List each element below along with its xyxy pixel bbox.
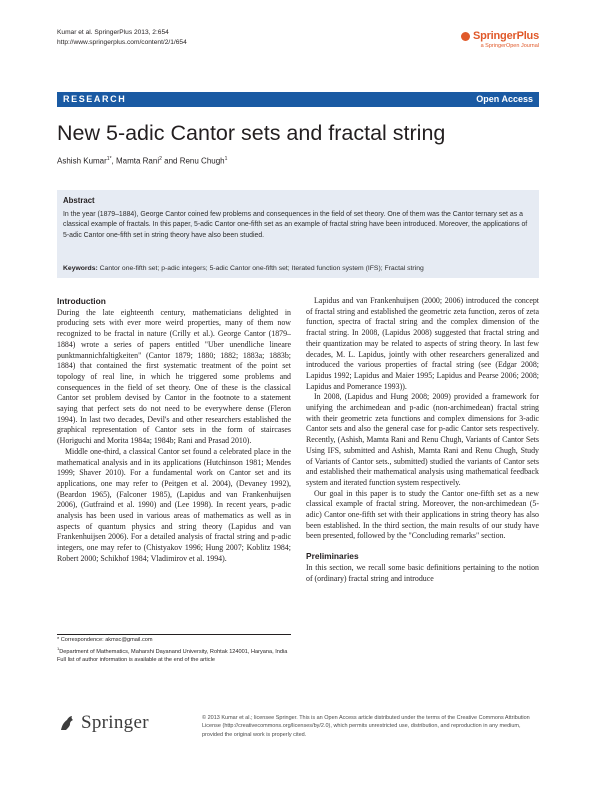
springerplus-logo	[461, 30, 539, 49]
author-name[interactable]: Ashish Kumar	[57, 156, 107, 166]
article-type-band	[57, 92, 539, 107]
paragraph: Middle one-third, a classical Cantor set found a celebrated place in the mathematical analysis and in its applications (Hutchinson 1981; Mendes 1999; Shaver 2010). For a fundamental work on Cantor set and its applications, one may refer to (Peitgen et al. 2004), (Devaney 1992), (Beardon 1965), (Falconer 1985), (Lapidus and van Frankenhuijsen 2006), (Gutfraind et al. 1990) and (Lee 1998). In recent years, p-adic analysis has been used in various areas of mathematics as well as in aspects of quantum physics and string theory (Lapidus and van Frankenhuijsen 2006). For a detailed analysis of fractal string and p-adic integers, one may refer to (Chistyakov 1996; Hung 2007; Koblitz 1984; Robert 2000; Schikhof 1984; Vladimirov et al. 1994).	[57, 446, 291, 563]
springer-wordmark: Springer	[81, 712, 149, 733]
section-heading-preliminaries: Preliminaries	[306, 551, 359, 562]
springer-horse-icon	[57, 713, 77, 733]
right-column	[306, 296, 539, 584]
logo-name: SpringerPlus	[472, 30, 539, 42]
author-info-note: Full list of author information is available at the end of the article	[57, 656, 215, 663]
article-url[interactable]: http://www.springerplus.com/content/2/1/654	[57, 38, 187, 46]
logo-subtitle: a SpringerOpen Journal	[480, 43, 539, 49]
footnotes	[57, 634, 291, 665]
article-meta	[57, 28, 187, 47]
keywords-label: Keywords:	[63, 265, 98, 272]
paragraph: In this section, we recall some basic definitions pertaining to the notion of (ordinary) fractal string and introduce	[306, 562, 539, 583]
keywords	[57, 265, 539, 272]
keywords-text: Cantor one-fifth set; p-adic integers; 5-adic Cantor one-fifth set; Iterated function system (IFS); Fractal string	[99, 265, 424, 272]
abstract-text: In the year (1879–1884), George Cantor coined few problems and consequences in the field of set theory. One of them was the Cantor ternary set as a classical example of fractals. In this paper, 5-adic Cantor one-fifth set as an example of fractal string have been introduced. Moreover, the applications of 5-adic Cantor one-fifth set in string theory have also been studied.	[63, 211, 528, 239]
correspondence[interactable]: * Correspondence: akmsc@gmail.com	[57, 637, 153, 643]
springer-logo	[57, 712, 149, 734]
citation: Kumar et al. SpringerPlus 2013, 2:654	[57, 29, 169, 36]
author-list: Ashish Kumar$^{1*}$, Mamta Rani$^2$ and Renu Chugh$^1$	[57, 156, 228, 166]
left-column	[57, 296, 291, 565]
article-type: RESEARCH	[63, 94, 127, 104]
paragraph: Our goal in this paper is to study the Cantor one-fifth set as a new classical example of fractal string. Moreover, the non-archimedean (5-adic) Cantor one-fifth set with their applications in string theory has also been established. In the third section, the main results of our study have been presented, followed by the "Concluding remarks" section.	[306, 488, 539, 541]
springer-mark-icon	[461, 32, 470, 41]
license-text: © 2013 Kumar et al.; licensee Springer. This is an Open Access article distributed under the terms of the Creative Commons Attribution License (http://creativecommons.org/licenses/by/2.0), which permits unrestricted use, distribution, and reproduction in any medium, provided the original work is properly cited.	[202, 715, 530, 738]
affiliation: $^1$Department of Mathematics, Maharshi Dayanand University, Rohtak 124001, Haryana, India	[57, 645, 288, 655]
paragraph: In 2008, (Lapidus and Hung 2008; 2009) provided a framework for unifying the archimedean and p-adic (non-archimedean) fractal string with their geometric zeta functions and complex dimensions for 3-adic Cantor sets and also the general case for p-adic Cantor sets respectively. Recently, (Ashish, Mamta Rani and Renu Chugh, Variants of Cantor Sets Using IFS, submitted and Ashish, Mamta Rani and Renu Chugh, Study of Variants of Cantor sets., submitted) studied the variants of Cantor sets and established their mathematical analysis using mathematical feedback system and iterated function system respectively.	[306, 392, 539, 487]
open-access-label: Open Access	[476, 94, 533, 104]
author-name[interactable]: Mamta Rani	[115, 156, 160, 166]
paragraph: During the late eighteenth century, mathematicians delighted in producing sets with ever more weird properties, many of them now recognized to be fractal in nature (Crilly et al.). George Cantor (1879–1884) wrote a series of papers entitled "Uber unendliche lineare punktmannichfaltigkeiten" (Cantor 1879; 1880; 1882; 1883a; 1883b; 1884) that contained the first systematic treatment of the point set topology of real line, in which he triggered some problems and consequences in the field of set theory. One of these is the classical Cantor set problem devised by Cantor in the footnote to a statement saying that perfect sets do not need to be everywhere dense (Fleron 1994). In last two decades, Devil's and other researchers established the graphical representation of Cantor sets in the form of staircases (Horiguchi and Morita 1984a; 1984b; Rani and Prasad 2010).	[57, 307, 291, 446]
paper-title: New 5-adic Cantor sets and fractal string	[57, 121, 446, 145]
abstract-heading: Abstract	[63, 196, 95, 205]
paragraph: Lapidus and van Frankenhuijsen (2000; 2006) introduced the concept of fractal string and established the geometric zeta function, zeros of zeta function, spectra of fractal string and the complex dimension of the fractal string. In 2008, (Lapidus 2008) suggested that fractal string and their quantization may be related to aspects of string theory. In last few decades, M. L. Lapidus, jointly with other researchers generalized and introduced the various properties of fractal string (see (Edgar 2008; Lapidus 1992; Lapidus and Maier 1995; Lapidus and Pearse 2006; 2008; Lapidus and Pomerance 1993)).	[306, 296, 539, 391]
author-name[interactable]: Renu Chugh	[179, 156, 225, 166]
section-heading-introduction: Introduction	[57, 296, 106, 306]
